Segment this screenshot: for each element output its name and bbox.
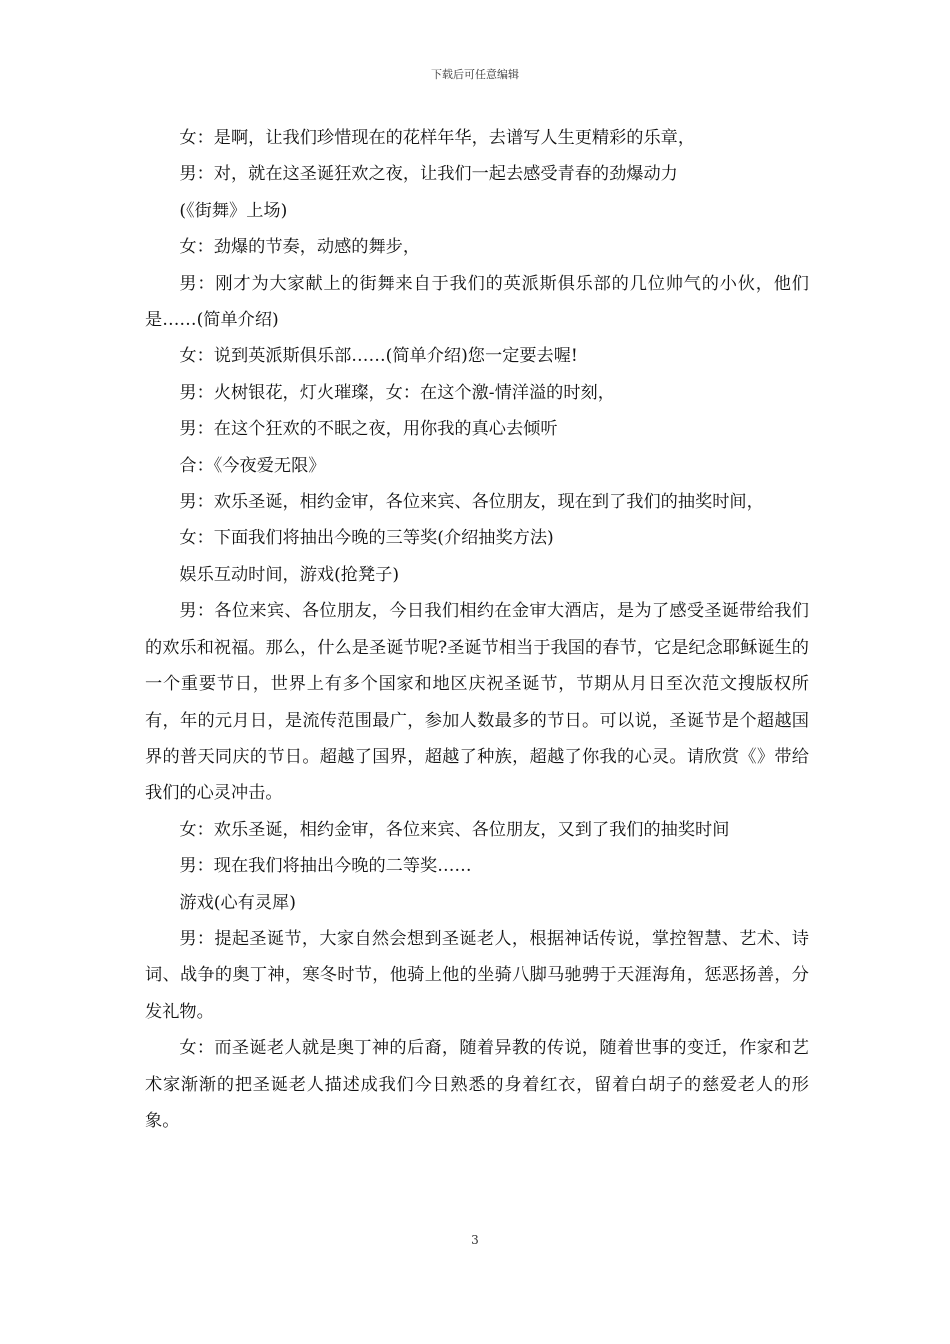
page-number: 3 bbox=[471, 1233, 479, 1247]
paragraph: 男：火树银花，灯火璀璨，女：在这个激-情洋溢的时刻， bbox=[179, 382, 615, 403]
page-header: 下载后可任意编辑 bbox=[431, 68, 519, 81]
paragraph: 男：欢乐圣诞，相约金审，各位来宾、各位朋友，现在到了我们的抽奖时间， bbox=[179, 492, 764, 513]
paragraph: 男：提起圣诞节，大家自然会想到圣诞老人，根据神话传说，掌控智慧、艺术、诗词、战争的奥丁神，寒冬时节，他骑上他的坐骑八脚马驰骋于天涯海角，惩恶扬善，分发礼物。 bbox=[145, 928, 809, 1022]
paragraph: 男：对，就在这圣诞狂欢之夜，让我们一起去感受青春的劲爆动力 bbox=[179, 164, 678, 185]
paragraph: 女：而圣诞老人就是奥丁神的后裔，随着异教的传说，随着世事的变迁，作家和艺术家渐渐的把圣诞老人描述成我们今日熟悉的身着红衣，留着白胡子的慈爱老人的形象。 bbox=[145, 1038, 809, 1131]
paragraph: 娱乐互动时间，游戏(抢凳子) bbox=[179, 564, 400, 585]
paragraph: 女：劲爆的节奏，动感的舞步， bbox=[179, 237, 421, 258]
paragraph: 女：欢乐圣诞，相约金审，各位来宾、各位朋友，又到了我们的抽奖时间 bbox=[179, 819, 730, 840]
paragraph: 合：《今夜爱无限》 bbox=[179, 455, 326, 476]
paragraph: 男：在这个狂欢的不眠之夜，用你我的真心去倾听 bbox=[179, 419, 558, 440]
paragraph: 女：下面我们将抽出今晚的三等奖(介绍抽奖方法) bbox=[179, 528, 554, 549]
paragraph: 女：是啊，让我们珍惜现在的花样年华，去谱写人生更精彩的乐章， bbox=[179, 128, 696, 148]
paragraph: 男：刚才为大家献上的街舞来自于我们的英派斯俱乐部的几位帅气的小伙，他们是……(简单介绍) bbox=[145, 273, 809, 331]
paragraph: 男：现在我们将抽出今晚的二等奖…… bbox=[179, 856, 472, 877]
paragraph: 男：各位来宾、各位朋友，今日我们相约在金审大酒店，是为了感受圣诞带给我们的欢乐和祝福。那么，什么是圣诞节呢?圣诞节相当于我国的春节，它是纪念耶稣诞生的一个重要节日，世界上有多个国家和地区庆祝圣诞节，节期从月日至次范文搜版权所有，年的元月日，是流传范围最广，参加人数最多的节日。可以说，圣诞节是个超越国界的普天同庆的节日。超越了国界，超越了种族，超越了你我的心灵。请欣赏《》带给我们的心灵冲击。 bbox=[145, 601, 809, 804]
paragraph: 游戏(心有灵犀) bbox=[179, 892, 296, 913]
document-body bbox=[145, 120, 809, 1139]
paragraph: (《街舞》上场) bbox=[179, 200, 288, 221]
paragraph: 女：说到英派斯俱乐部……(简单介绍)您一定要去喔! bbox=[179, 346, 578, 367]
